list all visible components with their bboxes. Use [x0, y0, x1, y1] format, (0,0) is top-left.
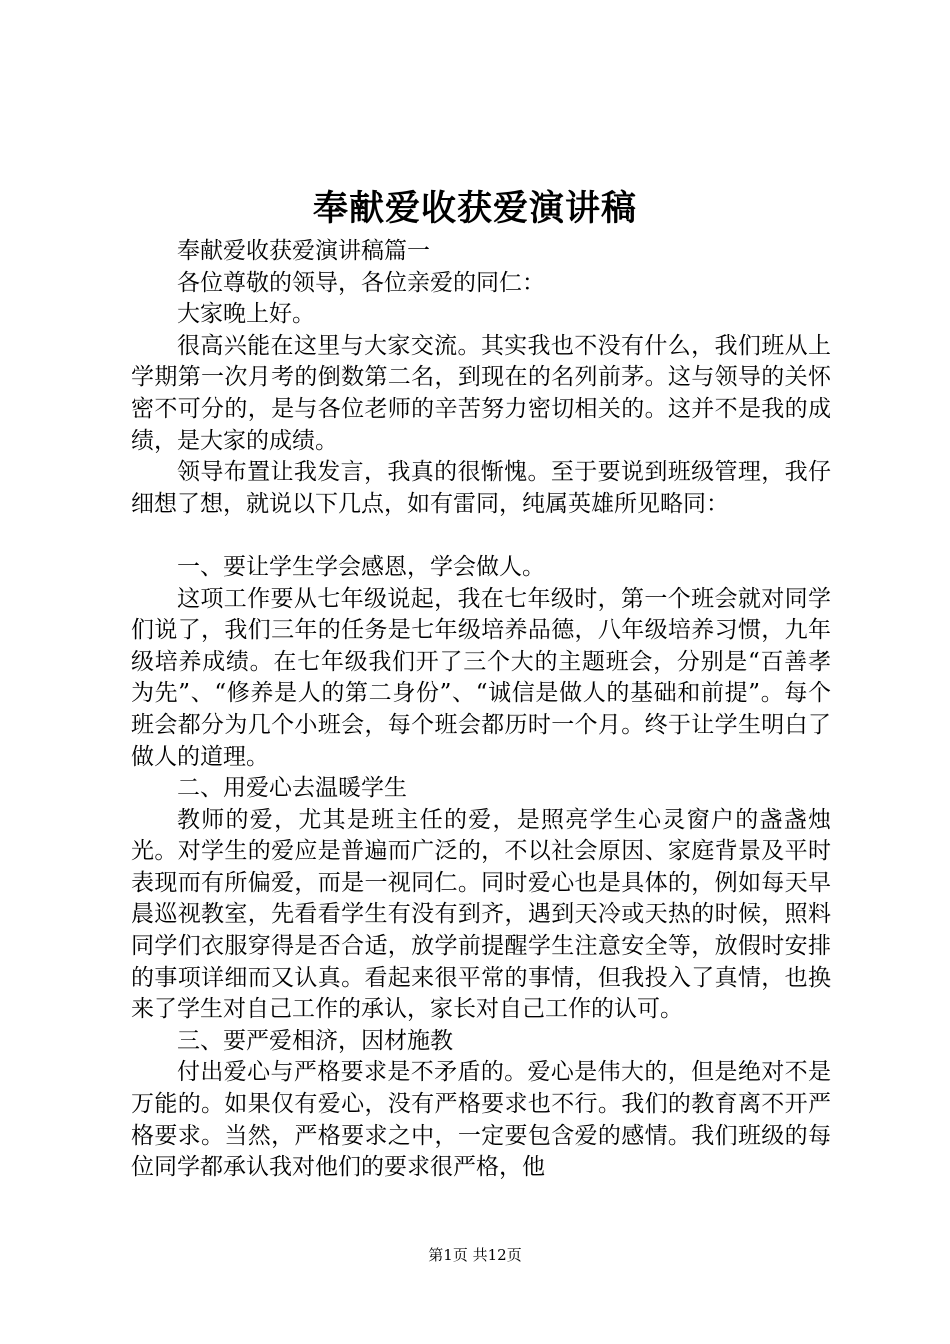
paragraph-points-lead: 领导布置让我发言，我真的很惭愧。至于要说到班级管理，我仔细想了想，就说以下几点，如有雷同，纯属英雄所见略同：: [131, 459, 831, 517]
page-title: 奉献爱收获爱演讲稿: [312, 188, 637, 229]
paragraph-point-one-body: 这项工作要从七年级说起，我在七年级时，第一个班会就对同学们说了，我们三年的任务是七年级培养品德，八年级培养习惯，九年级培养成绩。在七年级我们开了三个大的主题班会，分别是“百善孝为先”、“修养是人的第二身份”、“诚信是做人的基础和前提”。每个班会都分为几个小班会，每个班会都历时一个月。终于让学生明白了做人的道理。: [131, 585, 831, 770]
page-number-footer: 第1页 共12页: [428, 1246, 522, 1264]
paragraph-point-three-heading: 三、要严爱相济，因材施教: [177, 1027, 453, 1054]
paragraph-point-two-heading: 二、用爱心去温暖学生: [177, 775, 407, 802]
paragraph-heading-section: 奉献爱收获爱演讲稿篇一: [177, 238, 430, 264]
paragraph-salutation: 各位尊敬的领导，各位亲爱的同仁：: [177, 269, 545, 296]
paragraph-greeting: 大家晚上好。: [177, 301, 315, 328]
paragraph-point-three-body: 付出爱心与严格要求是不矛盾的。爱心是伟大的，但是绝对不是万能的。如果仅有爱心，没有严格要求也不行。我们的教育离不开严格要求。当然，严格要求之中，一定要包含爱的感情。我们班级的每位同学都承认我对他们的要求很严格，他: [131, 1059, 831, 1181]
paragraph-point-one-heading: 一、要让学生学会感恩，学会做人。: [177, 553, 545, 580]
document-body: [131, 236, 831, 1184]
paragraph-intro: 很高兴能在这里与大家交流。其实我也不没有什么，我们班从上学期第一次月考的倒数第二名，到现在的名列前茅。这与领导的关怀密不可分的，是与各位老师的辛苦努力密切相关的。这并不是我的成绩，是大家的成绩。: [131, 332, 831, 454]
paragraph-point-two-body: 教师的爱，尤其是班主任的爱，是照亮学生心灵窗户的盏盏烛光。对学生的爱应是普遍而广泛的，不以社会原因、家庭背景及平时表现而有所偏爱，而是一视同仁。同时爱心也是具体的，例如每天早晨巡视教室，先看看学生有没有到齐，遇到天冷或天热的时候，照料同学们衣服穿得是否合适，放学前提醒学生注意安全等，放假时安排的事项详细而又认真。看起来很平常的事情，但我投入了真情，也换来了学生对自己工作的承认，家长对自己工作的认可。: [131, 806, 831, 1023]
